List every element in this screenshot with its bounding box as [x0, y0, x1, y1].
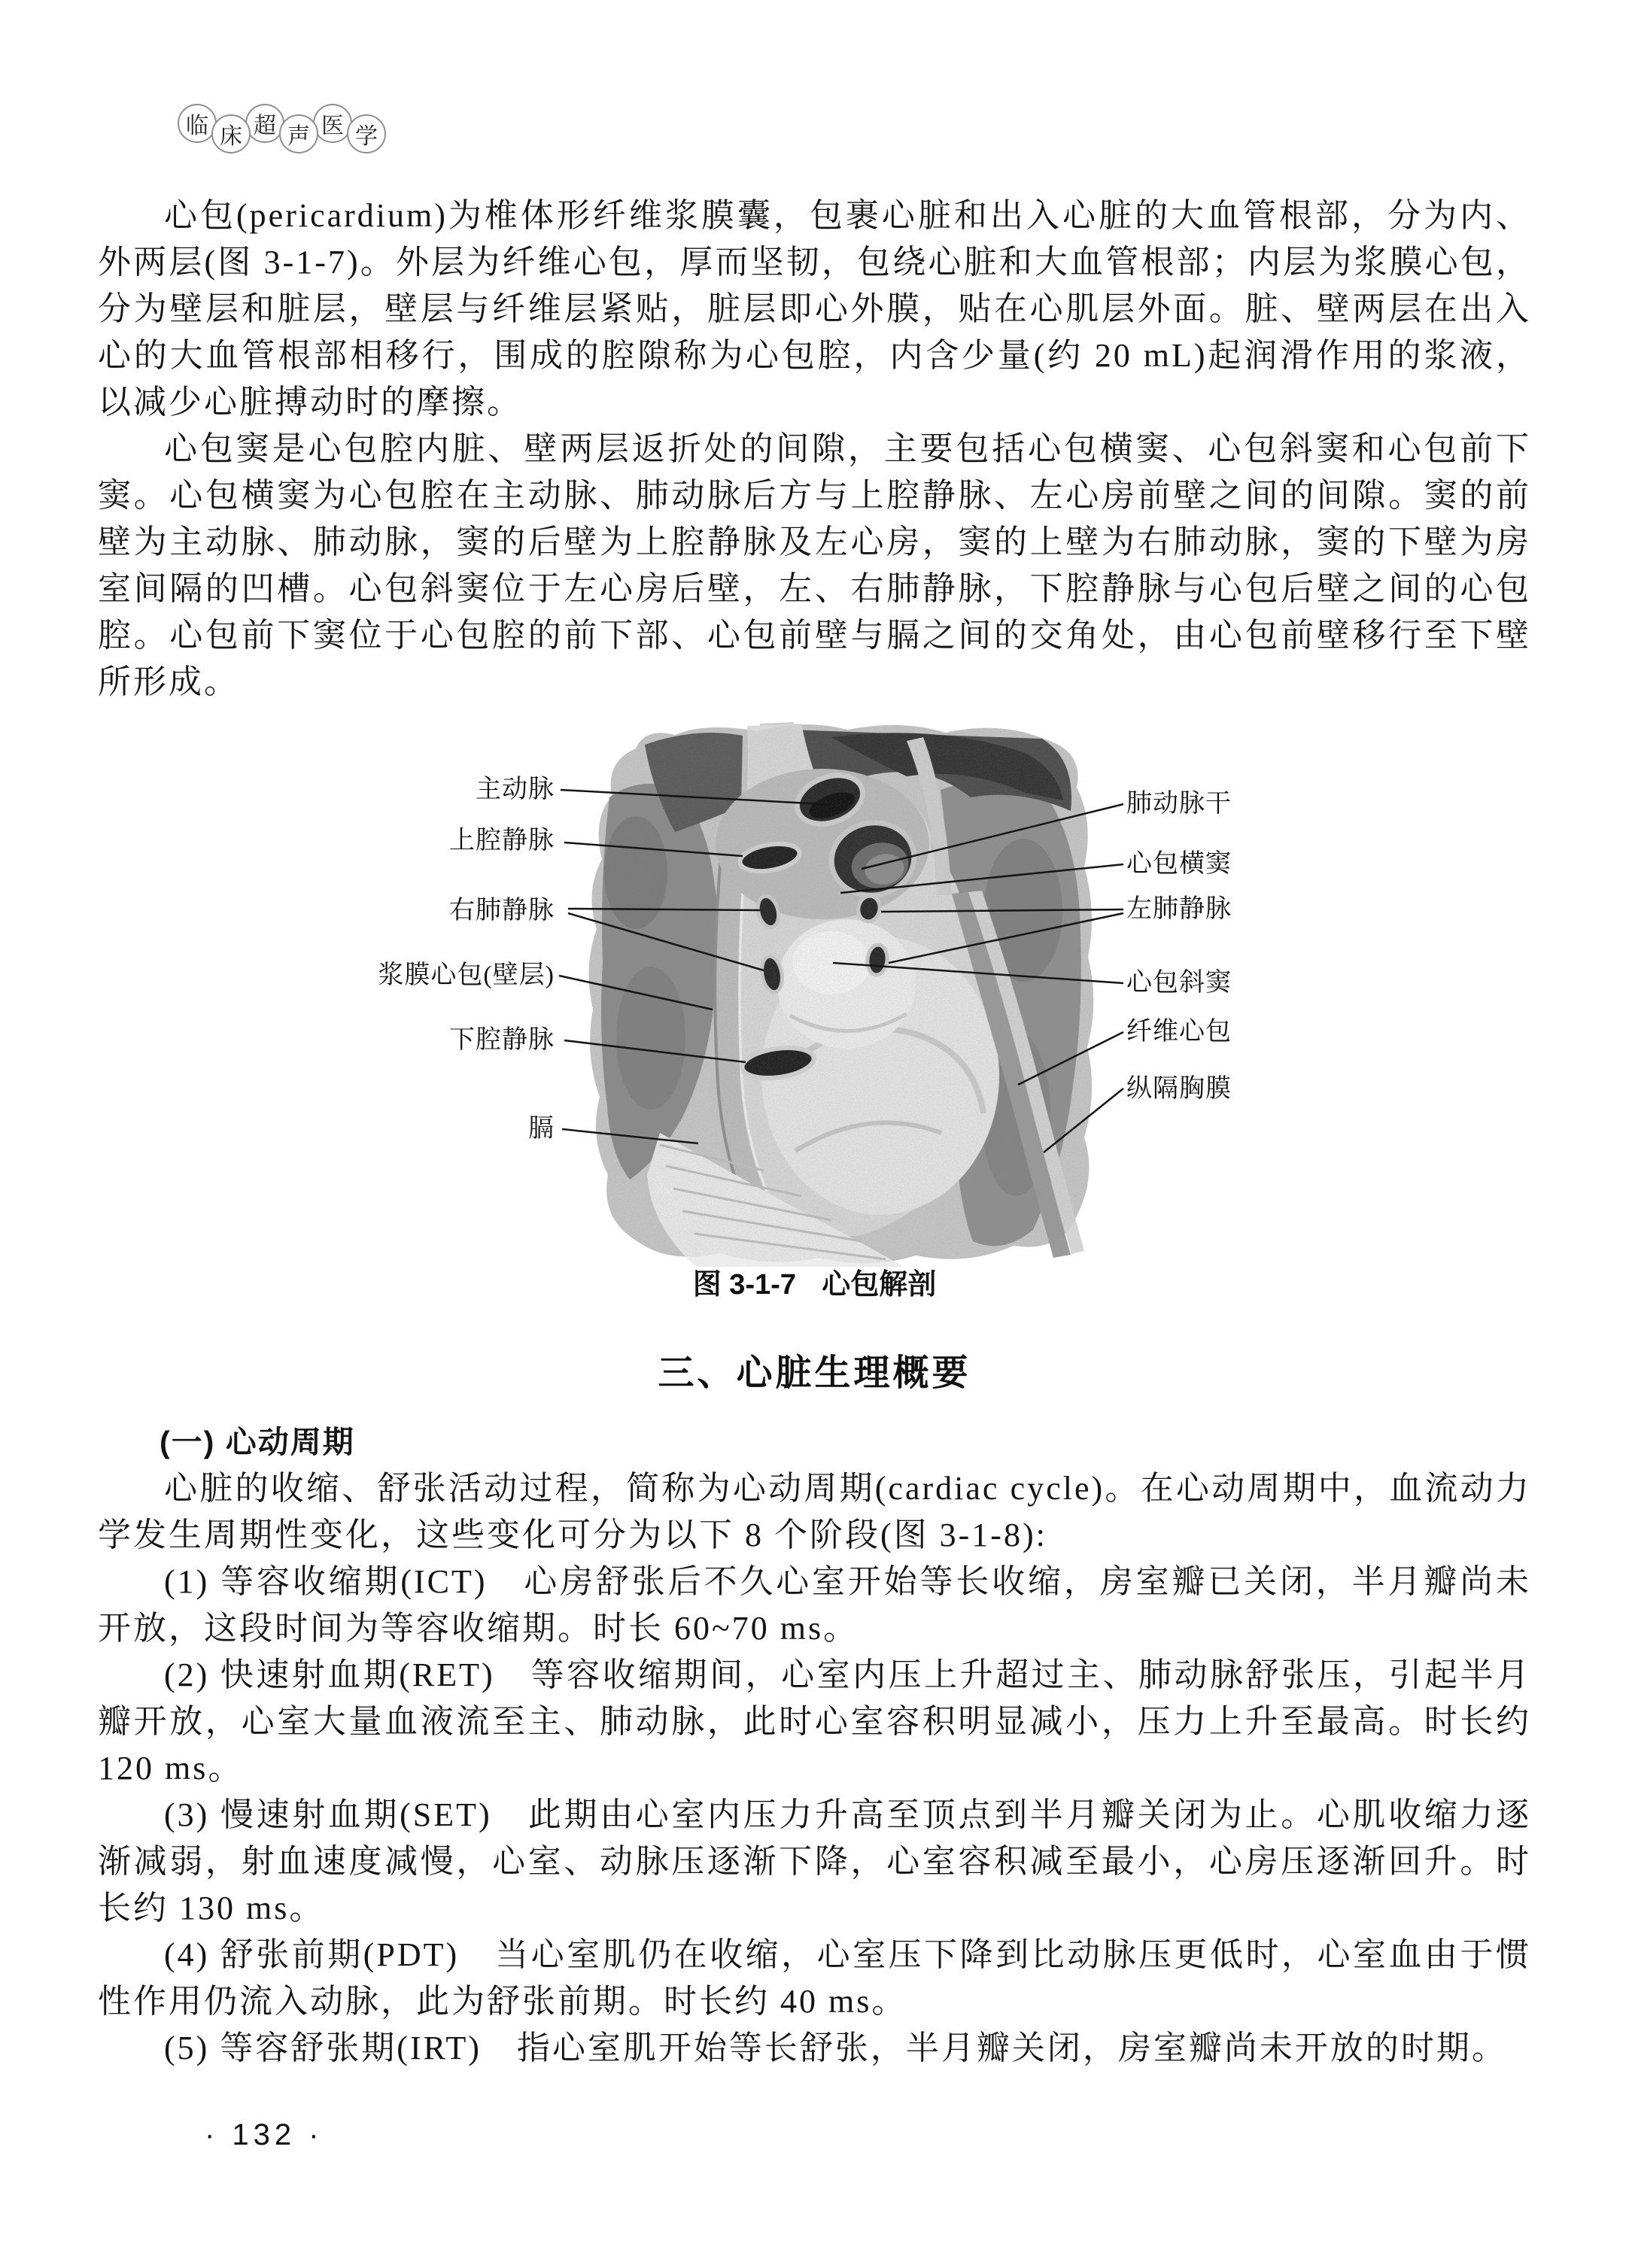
logo-char-1: 临 — [178, 104, 217, 143]
logo-char-2: 床 — [211, 114, 251, 153]
figure-caption-number: 图 3-1-7 — [692, 1269, 797, 1301]
intro-text-block — [98, 193, 1531, 706]
logo-char-3: 超 — [245, 104, 284, 143]
figure-label-oblique-sinus: 心包斜窦 — [1126, 969, 1232, 997]
figure-label-svc: 上腔静脉 — [449, 827, 555, 855]
page-number: · 132 · — [205, 2118, 324, 2151]
figure-label-diaphragm: 膈 — [528, 1115, 555, 1143]
paragraph-phase-pdt: (4) 舒张前期(PDT) 当心室肌仍在收缩，心室压下降到比动脉压更低时，心室血由于惯性作用仍流入动脉，此为舒张前期。时长约 40 ms。 — [98, 1936, 1531, 2020]
figure-label-left-pulmonary-veins: 左肺静脉 — [1126, 895, 1232, 923]
figure-label-ivc: 下腔静脉 — [449, 1026, 555, 1054]
figure-label-right-pulmonary-veins: 右肺静脉 — [449, 897, 555, 925]
figure-label-aorta: 主动脉 — [476, 776, 555, 803]
figure-label-mediastinal-pleura: 纵隔胸膜 — [1126, 1075, 1232, 1103]
paragraph-cardiac-cycle-intro: 心脏的收缩、舒张活动过程，简称为心动周期(cardiac cycle)。在心动周期中，血流动力学发生周期性变化，这些变化可分为以下 8 个阶段(图 3-1-8): — [98, 1470, 1531, 1553]
paragraph-pericardium: 心包(pericardium)为椎体形纤维浆膜囊，包裹心脏和出入心脏的大血管根部，分为内、外两层(图 3-1-7)。外层为纤维心包，厚而坚韧，包绕心脏和大血管根部；内层为浆膜心包，分为壁层和脏层，壁层与纤维层紧贴，脏层即心外膜，贴在心肌层外面。脏、壁两层在出入心的大血管根部相移行，围成的腔隙称为心包腔，内含少量(约 20 mL)起润滑作用的浆液，以减少心脏搏动时的摩擦。 — [98, 197, 1531, 421]
figure-caption-title: 心包解剖 — [822, 1269, 937, 1301]
logo-char-6: 学 — [347, 114, 386, 153]
paragraph-phase-ict: (1) 等容收缩期(ICT) 心房舒张后不久心室开始等长收缩，房室瓣已关闭，半月瓣尚未开放，这段时间为等容收缩期。时长 60~70 ms。 — [98, 1563, 1531, 1647]
figure-label-fibrous-pericardium: 纤维心包 — [1126, 1018, 1232, 1046]
pericardium-artwork — [589, 722, 1094, 1267]
book-logo — [178, 104, 386, 149]
logo-char-4: 声 — [279, 114, 318, 153]
paragraph-phase-set: (3) 慢速射血期(SET) 此期由心室内压力升高至顶点到半月瓣关闭为止。心肌收缩力逐渐减弱，射血速度减慢，心室、动脉压逐渐下降，心室容积减至最小，心房压逐渐回升。时长约 130 ms。 — [98, 1796, 1531, 1926]
paragraph-pericardial-sinuses: 心包窦是心包腔内脏、壁两层返折处的间隙，主要包括心包横窦、心包斜窦和心包前下窦。心包横窦为心包腔在主动脉、肺动脉后方与上腔静脉、左心房前壁之间的间隙。窦的前壁为主动脉、肺动脉，窦的后壁为上腔静脉及左心房，窦的上壁为右肺动脉，窦的下壁为房室间隔的凹槽。心包斜窦位于左心房后壁，左、右肺静脉，下腔静脉与心包后壁之间的心包腔。心包前下窦位于心包腔的前下部、心包前壁与膈之间的交角处，由心包前壁移行至下壁所形成。 — [98, 430, 1531, 700]
figure-pericardium-anatomy — [380, 715, 1253, 1271]
figure-caption — [0, 1261, 1629, 1302]
paragraph-phase-irt: (5) 等容舒张期(IRT) 指心室肌开始等长舒张，半月瓣关闭，房室瓣尚未开放的时期。 — [164, 2030, 1507, 2066]
cardiac-cycle-text-block — [98, 1419, 1531, 2072]
section-heading: 三、心脏生理概要 — [658, 1353, 971, 1393]
figure-label-pulmonary-trunk: 肺动脉干 — [1126, 790, 1232, 818]
logo-char-5: 医 — [313, 104, 352, 143]
figure-label-transverse-sinus: 心包横窦 — [1126, 850, 1232, 878]
subsection-heading: (一) 心动周期 — [160, 1425, 355, 1459]
figure-label-serous-pericardium: 浆膜心包(壁层) — [378, 961, 555, 989]
paragraph-phase-ret: (2) 快速射血期(RET) 等容收缩期间，心室内压上升超过主、肺动脉舒张压，引起半月瓣开放，心室大量血液流至主、肺动脉，此时心室容积明显减小，压力上升至最高。时长约 120 ms。 — [98, 1656, 1531, 1787]
